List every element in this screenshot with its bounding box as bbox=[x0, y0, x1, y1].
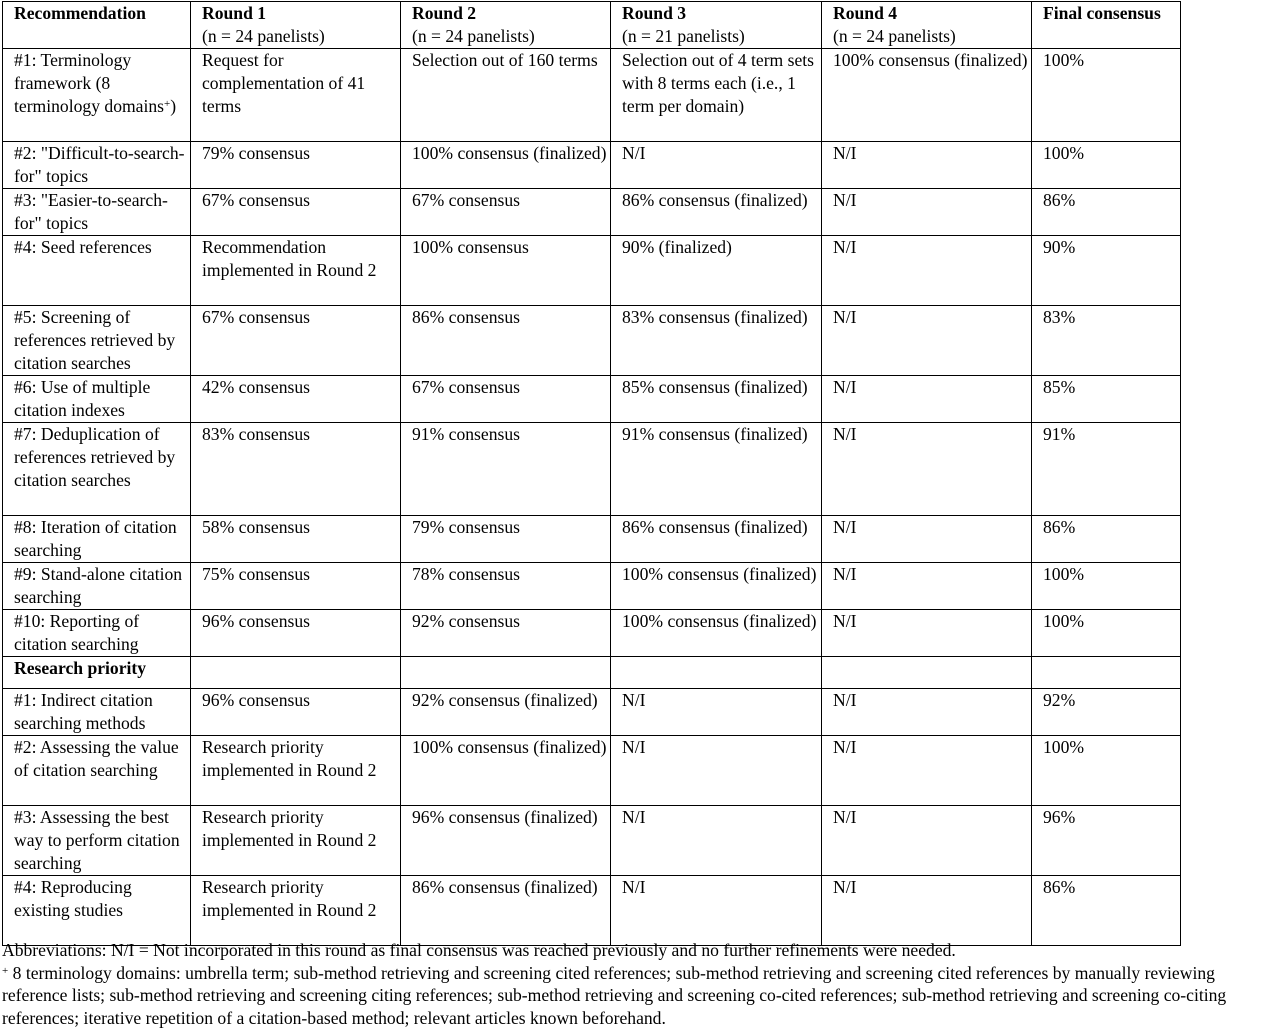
header-title: Round 1 bbox=[202, 3, 267, 23]
item-name: #8: Iteration of citation searching bbox=[14, 517, 177, 560]
empty-cell bbox=[611, 657, 822, 689]
round-1-cell: Research priority implemented in Round 2 bbox=[191, 806, 401, 876]
round-1-cell: 83% consensus bbox=[191, 423, 401, 516]
section-title: Research priority bbox=[3, 657, 191, 689]
item-name-cell bbox=[3, 376, 191, 423]
item-name-suffix: ) bbox=[170, 96, 177, 116]
round-2-cell: Selection out of 160 terms bbox=[401, 49, 611, 142]
domains-marker: + bbox=[2, 964, 9, 977]
round-4-cell: N/I bbox=[822, 876, 1032, 946]
header-round-2 bbox=[401, 2, 611, 49]
round-2-cell: 67% consensus bbox=[401, 376, 611, 423]
empty-cell bbox=[1032, 657, 1181, 689]
abbreviations-note: Abbreviations: N/I = Not incorporated in this round as final consensus was reached previously and no further refinements were needed. bbox=[2, 940, 956, 960]
final-consensus-cell: 90% bbox=[1032, 236, 1181, 306]
final-consensus-cell: 83% bbox=[1032, 306, 1181, 376]
research-priority-row bbox=[3, 736, 1181, 806]
header-round-1 bbox=[191, 2, 401, 49]
item-name: #1: Indirect citation searching methods bbox=[14, 690, 153, 733]
research-priority-section-row bbox=[3, 657, 1181, 689]
item-name: #4: Seed references bbox=[14, 237, 152, 257]
round-1-cell: Research priority implemented in Round 2 bbox=[191, 736, 401, 806]
final-consensus-cell: 86% bbox=[1032, 516, 1181, 563]
round-2-cell: 100% consensus bbox=[401, 236, 611, 306]
header-title: Round 3 bbox=[622, 3, 687, 23]
header-panelist-count: (n = 24 panelists) bbox=[202, 26, 325, 46]
recommendation-row bbox=[3, 376, 1181, 423]
round-1-cell: 58% consensus bbox=[191, 516, 401, 563]
round-4-cell: N/I bbox=[822, 306, 1032, 376]
item-name-cell bbox=[3, 563, 191, 610]
round-4-cell: N/I bbox=[822, 423, 1032, 516]
recommendation-row bbox=[3, 516, 1181, 563]
round-3-cell: 85% consensus (finalized) bbox=[611, 376, 822, 423]
item-name-cell bbox=[3, 49, 191, 142]
round-4-cell: N/I bbox=[822, 610, 1032, 657]
round-4-cell: N/I bbox=[822, 142, 1032, 189]
table-footnotes bbox=[2, 939, 1280, 1029]
round-2-cell: 86% consensus (finalized) bbox=[401, 876, 611, 946]
round-2-cell: 100% consensus (finalized) bbox=[401, 736, 611, 806]
recommendation-row bbox=[3, 306, 1181, 376]
round-3-cell: 100% consensus (finalized) bbox=[611, 563, 822, 610]
item-name: #10: Reporting of citation searching bbox=[14, 611, 140, 654]
recommendation-row bbox=[3, 142, 1181, 189]
round-1-cell: 67% consensus bbox=[191, 306, 401, 376]
final-consensus-cell: 100% bbox=[1032, 610, 1181, 657]
header-final-consensus bbox=[1032, 2, 1181, 49]
round-4-cell: N/I bbox=[822, 806, 1032, 876]
round-3-cell: 86% consensus (finalized) bbox=[611, 516, 822, 563]
item-name: #9: Stand-alone citation searching bbox=[14, 564, 183, 607]
round-1-cell: Recommendation implemented in Round 2 bbox=[191, 236, 401, 306]
round-1-cell: Research priority implemented in Round 2 bbox=[191, 876, 401, 946]
final-consensus-cell: 100% bbox=[1032, 142, 1181, 189]
header-panelist-count: (n = 24 panelists) bbox=[833, 26, 956, 46]
terminology-domains-note bbox=[2, 962, 1280, 1030]
header-title: Final consensus bbox=[1043, 3, 1161, 23]
round-4-cell: 100% consensus (finalized) bbox=[822, 49, 1032, 142]
item-name-cell bbox=[3, 876, 191, 946]
round-2-cell: 79% consensus bbox=[401, 516, 611, 563]
final-consensus-cell: 86% bbox=[1032, 189, 1181, 236]
consensus-table bbox=[2, 1, 1181, 946]
item-name: #2: Assessing the value of citation searching bbox=[14, 737, 179, 780]
round-3-cell: Selection out of 4 term sets with 8 terms each (i.e., 1 term per domain) bbox=[611, 49, 822, 142]
item-name: #1: Terminology framework (8 terminology domains bbox=[14, 50, 165, 116]
round-2-cell: 100% consensus (finalized) bbox=[401, 142, 611, 189]
item-name: #3: "Easier-to-search-for" topics bbox=[14, 190, 168, 233]
round-1-cell: 42% consensus bbox=[191, 376, 401, 423]
item-name-cell bbox=[3, 142, 191, 189]
final-consensus-cell: 100% bbox=[1032, 49, 1181, 142]
final-consensus-cell: 100% bbox=[1032, 736, 1181, 806]
research-priority-row bbox=[3, 689, 1181, 736]
research-priority-row bbox=[3, 876, 1181, 946]
item-name: #6: Use of multiple citation indexes bbox=[14, 377, 151, 420]
item-name: #2: "Difficult-to-search-for" topics bbox=[14, 143, 185, 186]
recommendation-row bbox=[3, 563, 1181, 610]
domains-footnote-marker: + bbox=[164, 98, 171, 110]
round-1-cell: 96% consensus bbox=[191, 610, 401, 657]
header-panelist-count: (n = 21 panelists) bbox=[622, 26, 745, 46]
header-title: Recommendation bbox=[14, 3, 146, 23]
final-consensus-cell: 92% bbox=[1032, 689, 1181, 736]
final-consensus-cell: 86% bbox=[1032, 876, 1181, 946]
round-4-cell: N/I bbox=[822, 689, 1032, 736]
round-1-cell: Request for complementation of 41 terms bbox=[191, 49, 401, 142]
empty-cell bbox=[822, 657, 1032, 689]
round-4-cell: N/I bbox=[822, 736, 1032, 806]
round-4-cell: N/I bbox=[822, 189, 1032, 236]
final-consensus-cell: 85% bbox=[1032, 376, 1181, 423]
round-4-cell: N/I bbox=[822, 236, 1032, 306]
item-name-cell bbox=[3, 423, 191, 516]
round-4-cell: N/I bbox=[822, 516, 1032, 563]
round-1-cell: 96% consensus bbox=[191, 689, 401, 736]
item-name-cell bbox=[3, 806, 191, 876]
item-name: #7: Deduplication of references retrieved by citation searches bbox=[14, 424, 176, 490]
round-4-cell: N/I bbox=[822, 563, 1032, 610]
research-priority-row bbox=[3, 806, 1181, 876]
round-2-cell: 78% consensus bbox=[401, 563, 611, 610]
round-3-cell: 91% consensus (finalized) bbox=[611, 423, 822, 516]
final-consensus-cell: 96% bbox=[1032, 806, 1181, 876]
recommendation-row bbox=[3, 423, 1181, 516]
item-name-cell bbox=[3, 189, 191, 236]
round-3-cell: N/I bbox=[611, 876, 822, 946]
header-panelist-count: (n = 24 panelists) bbox=[412, 26, 535, 46]
round-3-cell: N/I bbox=[611, 142, 822, 189]
header-round-3 bbox=[611, 2, 822, 49]
item-name-cell bbox=[3, 689, 191, 736]
round-2-cell: 92% consensus bbox=[401, 610, 611, 657]
round-3-cell: 83% consensus (finalized) bbox=[611, 306, 822, 376]
table-body bbox=[3, 49, 1181, 946]
round-3-cell: 86% consensus (finalized) bbox=[611, 189, 822, 236]
header-row bbox=[3, 2, 1181, 49]
item-name-cell bbox=[3, 610, 191, 657]
round-2-cell: 92% consensus (finalized) bbox=[401, 689, 611, 736]
round-3-cell: N/I bbox=[611, 806, 822, 876]
item-name-cell bbox=[3, 516, 191, 563]
round-2-cell: 96% consensus (finalized) bbox=[401, 806, 611, 876]
header-round-4 bbox=[822, 2, 1032, 49]
item-name-cell bbox=[3, 306, 191, 376]
empty-cell bbox=[401, 657, 611, 689]
round-3-cell: N/I bbox=[611, 736, 822, 806]
recommendation-row bbox=[3, 189, 1181, 236]
round-2-cell: 86% consensus bbox=[401, 306, 611, 376]
item-name: #5: Screening of references retrieved by citation searches bbox=[14, 307, 176, 373]
domains-text: 8 terminology domains: umbrella term; sub-method retrieving and screening cited references; sub-method retrieving and screening cited references by manually reviewing reference lists; sub-method retrieving and screening citing references; sub-method retrieving and screening co-cited references; sub-method retrieving and screening co-citing references; iterative repetition of a citation-based method; relevant articles known beforehand. bbox=[2, 962, 1227, 1028]
recommendation-row bbox=[3, 610, 1181, 657]
final-consensus-cell: 91% bbox=[1032, 423, 1181, 516]
round-2-cell: 91% consensus bbox=[401, 423, 611, 516]
round-1-cell: 75% consensus bbox=[191, 563, 401, 610]
round-1-cell: 79% consensus bbox=[191, 142, 401, 189]
item-name: #3: Assessing the best way to perform citation searching bbox=[14, 807, 180, 873]
header-title: Round 2 bbox=[412, 3, 477, 23]
final-consensus-cell: 100% bbox=[1032, 563, 1181, 610]
table-header bbox=[3, 2, 1181, 49]
round-1-cell: 67% consensus bbox=[191, 189, 401, 236]
item-name-cell bbox=[3, 736, 191, 806]
empty-cell bbox=[191, 657, 401, 689]
header-recommendation bbox=[3, 2, 191, 49]
round-3-cell: 100% consensus (finalized) bbox=[611, 610, 822, 657]
item-name-cell bbox=[3, 236, 191, 306]
round-3-cell: 90% (finalized) bbox=[611, 236, 822, 306]
round-4-cell: N/I bbox=[822, 376, 1032, 423]
recommendation-row bbox=[3, 236, 1181, 306]
header-title: Round 4 bbox=[833, 3, 898, 23]
round-2-cell: 67% consensus bbox=[401, 189, 611, 236]
round-3-cell: N/I bbox=[611, 689, 822, 736]
recommendation-row bbox=[3, 49, 1181, 142]
item-name: #4: Reproducing existing studies bbox=[14, 877, 132, 920]
